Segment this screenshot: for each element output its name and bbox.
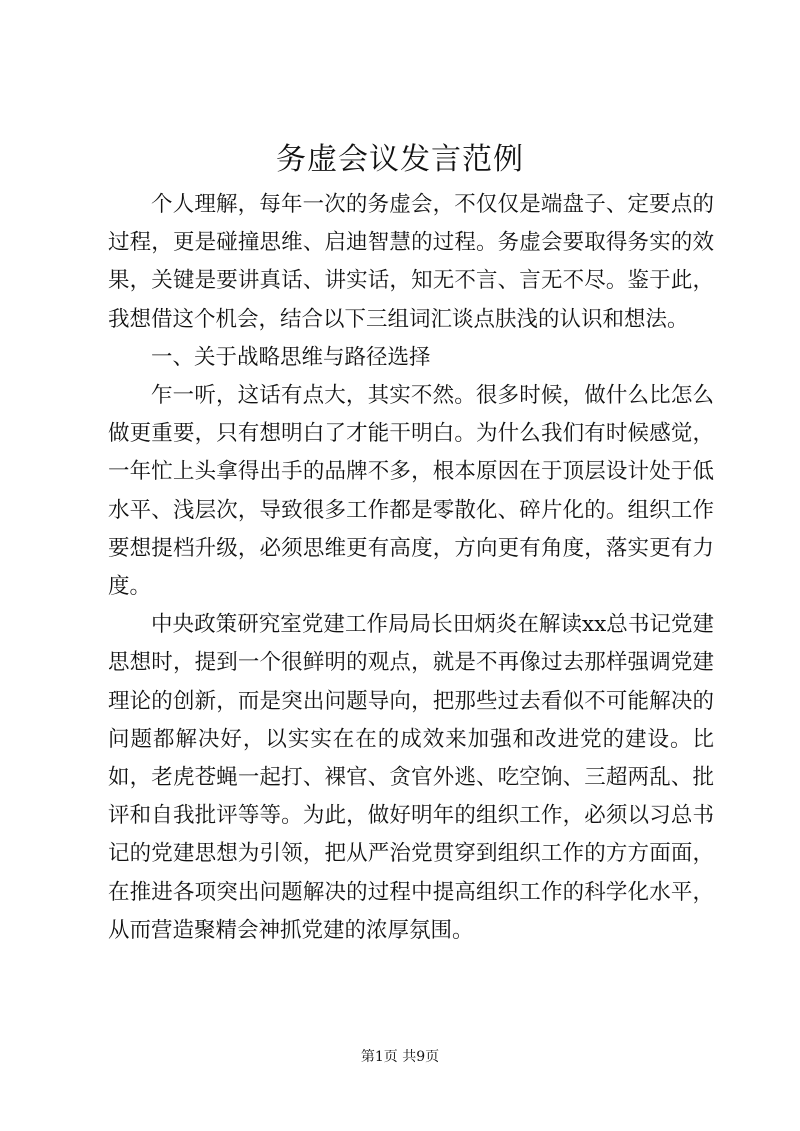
paragraph-strategy: 乍一听，这话有点大，其实不然。很多时候，做什么比怎么做更重要，只有想明白了才能干明白。为什么我们有时候感觉，一年忙上头拿得出手的品牌不多，根本原因在于顶层设计处于低水平、浅层次，导致很多工作都是零散化、碎片化的。组织工作要想提档升级，必须思维更有高度，方向更有角度，落实更有力度。 bbox=[108, 383, 714, 600]
paragraph-party-building: 中央政策研究室党建工作局局长田炳炎在解读xx总书记党建思想时，提到一个很鲜明的观点，就是不再像过去那样强调党建理论的创新，而是突出问题导向，把那些过去看似不可能解决的问题都解决好，以实实在在的成效来加强和改进党的建设。比如，老虎苍蝇一起打、裸官、贪官外逃、吃空饷、三超两乱、批评和自我批评等等。为此，做好明年的组织工作，必须以习总书记的党建思想为引领，把从严治党贯穿到组织工作的方方面面，在推进各项突出问题解决的过程中提高组织工作的科学化水平，从而营造聚精会神抓党建的浓厚氛围。 bbox=[108, 612, 714, 943]
page-footer: 第1页 共9页 bbox=[360, 1049, 440, 1065]
paragraph-intro: 个人理解，每年一次的务虚会，不仅仅是端盘子、定要点的过程，更是碰撞思维、启迪智慧的过程。务虚会要取得务实的效果，关键是要讲真话、讲实话，知无不言、言无不尽。鉴于此，我想借这个机会，结合以下三组词汇谈点肤浅的认识和想法。 bbox=[108, 192, 714, 332]
document-title: 务虚会议发言范例 bbox=[276, 142, 524, 177]
section-heading: 一、关于战略思维与路径选择 bbox=[151, 344, 431, 370]
document-body bbox=[108, 186, 714, 950]
